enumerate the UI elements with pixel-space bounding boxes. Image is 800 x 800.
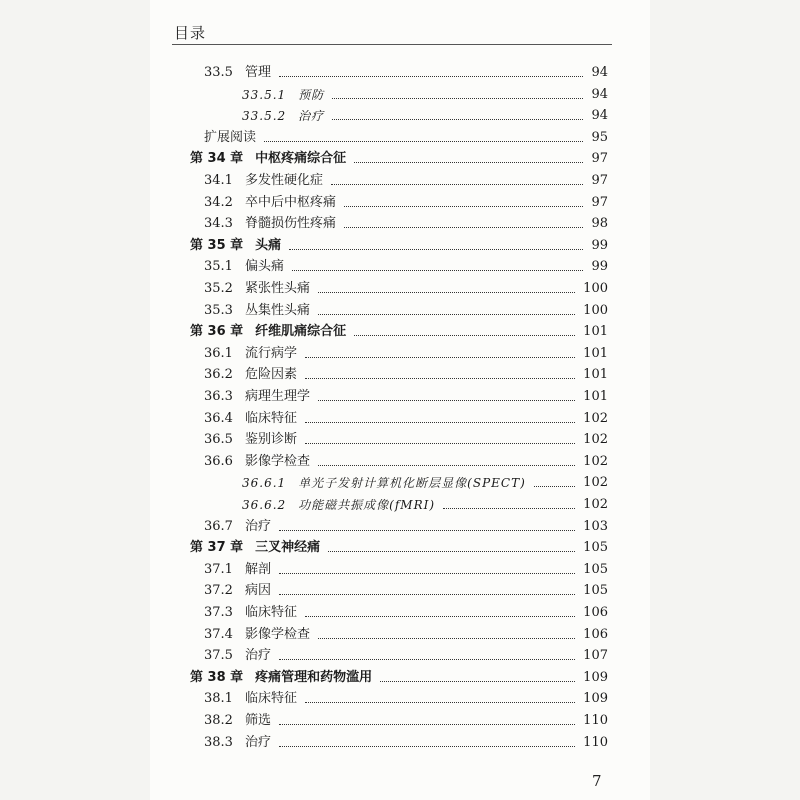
toc-entry-number: 36.7 (204, 518, 233, 534)
toc-page-number: 94 (591, 108, 608, 124)
header-divider (172, 44, 612, 45)
toc-dot-leader (279, 594, 575, 595)
toc-entry-row[interactable] (0, 364, 800, 386)
toc-entry-gap (243, 537, 255, 559)
toc-entry-number: 36.3 (204, 389, 233, 404)
toc-entry-label: 三叉神经痛 (255, 540, 321, 556)
toc-entry-row[interactable] (0, 429, 800, 451)
toc-entry-text (204, 364, 297, 386)
toc-entry-row[interactable] (0, 213, 800, 235)
toc-dot-leader (305, 357, 575, 358)
toc-entry-text (204, 408, 297, 430)
toc-dot-leader (318, 314, 575, 315)
toc-entry-label: 单光子发射计算机化断层显像(SPECT) (298, 476, 526, 491)
toc-page-number: 99 (591, 259, 608, 275)
toc-dot-leader (318, 292, 575, 293)
toc-chapter-row[interactable] (0, 235, 800, 257)
toc-dot-leader (279, 573, 575, 574)
toc-dot-leader (279, 530, 575, 531)
toc-dot-leader (328, 551, 575, 552)
toc-page-number: 94 (591, 86, 608, 102)
toc-entry-number: 33.5.2 (242, 109, 287, 124)
toc-dot-leader (534, 486, 575, 487)
toc-entry-gap (243, 148, 255, 170)
toc-page-number: 102 (583, 410, 608, 426)
toc-entry-number: 38.1 (204, 691, 233, 707)
toc-entry-text (204, 256, 284, 278)
toc-entry-text (242, 472, 526, 494)
toc-page-number: 109 (583, 669, 608, 685)
toc-entry-label: 临床特征 (244, 605, 297, 620)
toc-dot-leader (332, 98, 583, 99)
toc-entry-label: 病理生理学 (244, 389, 310, 404)
toc-chapter-row[interactable] (0, 667, 800, 689)
toc-entry-text (204, 688, 297, 710)
toc-entry-number: 36.1 (204, 345, 233, 361)
toc-page-number: 100 (583, 281, 608, 296)
toc-entry-label: 头痛 (255, 237, 282, 253)
toc-entry-label: 治疗 (244, 648, 271, 664)
toc-entry-label: 影像学检查 (244, 626, 310, 642)
toc-entry-row[interactable] (0, 451, 800, 473)
toc-entry-text (204, 386, 310, 408)
toc-page-number: 105 (583, 583, 608, 599)
toc-dot-leader (279, 746, 575, 747)
toc-entry-label: 扩展阅读 (204, 129, 257, 145)
toc-page-number: 99 (591, 237, 608, 253)
toc-entry-text (242, 84, 324, 106)
toc-dot-leader (292, 270, 583, 271)
toc-entry-label: 筛选 (244, 713, 271, 728)
toc-entry-number: 36.6.1 (242, 476, 287, 491)
toc-page-number: 109 (583, 691, 608, 707)
toc-entry-row[interactable] (0, 559, 800, 581)
toc-entry-number: 第 37 章 (190, 540, 244, 556)
toc-entry-gap (233, 710, 245, 732)
toc-entry-text (190, 321, 346, 343)
toc-entry-text (204, 429, 297, 451)
toc-page-number: 94 (591, 65, 608, 80)
toc-entry-text (190, 235, 281, 257)
page-number: 7 (592, 772, 602, 790)
toc-dot-leader (443, 508, 575, 509)
toc-entry-label: 紧张性头痛 (244, 281, 310, 296)
toc-page-number: 107 (583, 648, 608, 664)
toc-entry-number: 38.3 (204, 734, 233, 750)
toc-entry-gap (233, 62, 245, 84)
toc-entry-gap (233, 300, 245, 322)
toc-chapter-row[interactable] (0, 148, 800, 170)
toc-entry-number: 38.2 (204, 713, 233, 728)
toc-entry-row[interactable] (0, 127, 800, 149)
toc-dot-leader (279, 724, 575, 725)
toc-entry-number: 36.6.2 (242, 498, 287, 512)
toc-entry-gap (233, 192, 245, 214)
toc-entry-row[interactable] (0, 170, 800, 192)
toc-page-number: 102 (583, 497, 608, 512)
toc-entry-gap (233, 559, 245, 581)
toc-entry-label: 危险因素 (244, 367, 297, 383)
toc-entry-text (204, 710, 271, 732)
toc-entry-number: 37.4 (204, 626, 233, 642)
toc-entry-number: 第 36 章 (190, 324, 244, 340)
toc-entry-number: 34.1 (204, 173, 233, 188)
toc-dot-leader (318, 638, 575, 639)
toc-dot-leader (289, 249, 583, 250)
toc-page-number: 105 (583, 561, 608, 577)
toc-entry-gap (233, 624, 245, 646)
toc-entry-label: 功能磁共振成像(fMRI) (298, 498, 436, 512)
toc-entry-gap (233, 645, 245, 667)
toc-entry-number: 33.5.1 (242, 87, 287, 102)
toc-entry-text (204, 602, 297, 624)
toc-entry-text (204, 559, 271, 581)
toc-entry-row[interactable] (0, 710, 800, 732)
toc-dot-leader (318, 400, 575, 401)
toc-entry-text (204, 451, 310, 473)
toc-dot-leader (331, 184, 583, 185)
toc-dot-leader (305, 616, 575, 617)
toc-entry-row[interactable] (0, 580, 800, 602)
toc-entry-number: 33.5 (204, 65, 233, 80)
toc-entry-label: 治疗 (298, 109, 325, 124)
toc-entry-label: 临床特征 (244, 691, 297, 707)
toc-entry-gap (233, 516, 245, 538)
toc-entry-number: 36.4 (204, 410, 233, 426)
toc-entry-row[interactable] (0, 472, 800, 494)
toc-entry-text (190, 537, 320, 559)
toc-entry-gap (233, 364, 245, 386)
toc-entry-label: 多发性硬化症 (244, 173, 323, 188)
toc-dot-leader (305, 378, 575, 379)
toc-entry-label: 鉴别诊断 (244, 432, 297, 448)
toc-entry-label: 疼痛管理和药物滥用 (255, 669, 373, 685)
toc-page-number: 101 (583, 389, 608, 404)
toc-dot-leader (279, 659, 575, 660)
toc-entry-text (190, 667, 372, 689)
toc-entry-gap (233, 602, 245, 624)
toc-entry-gap (233, 429, 245, 451)
toc-entry-row[interactable] (0, 192, 800, 214)
toc-page-number: 105 (583, 540, 608, 556)
toc-dot-leader (354, 162, 583, 163)
toc-entry-gap (286, 84, 298, 106)
toc-entry-label: 治疗 (244, 734, 271, 750)
toc-entry-label: 卒中后中枢疼痛 (244, 194, 336, 210)
toc-entry-number: 37.1 (204, 561, 233, 577)
toc-entry-gap (243, 235, 255, 257)
toc-entry-gap (233, 408, 245, 430)
toc-entry-number: 37.2 (204, 583, 233, 599)
toc-entry-text (242, 105, 324, 127)
toc-page-number: 97 (591, 194, 608, 210)
toc-entry-gap (286, 472, 298, 494)
toc-entry-number: 34.3 (204, 216, 233, 232)
toc-entry-text (204, 62, 271, 84)
toc-entry-text (204, 213, 336, 235)
toc-entry-row[interactable] (0, 688, 800, 710)
toc-entry-text (204, 343, 297, 365)
toc-dot-leader (305, 443, 575, 444)
toc-entry-number: 35.2 (204, 281, 233, 296)
toc-entry-number: 35.1 (204, 259, 233, 275)
toc-entry-row[interactable] (0, 732, 800, 754)
toc-entry-gap (233, 256, 245, 278)
toc-dot-leader (264, 141, 583, 142)
toc-dot-leader (344, 206, 583, 207)
toc-page-number: 102 (583, 432, 608, 448)
toc-dot-leader (354, 335, 575, 336)
toc-entry-text (204, 127, 256, 149)
toc-entry-label: 纤维肌痛综合征 (255, 324, 347, 340)
toc-entry-row[interactable] (0, 408, 800, 430)
toc-entry-gap (233, 580, 245, 602)
toc-page-number: 101 (583, 367, 608, 383)
toc-entry-row[interactable] (0, 84, 800, 106)
toc-page-number: 102 (583, 453, 608, 469)
toc-entry-row[interactable] (0, 256, 800, 278)
toc-entry-gap (243, 321, 255, 343)
toc-entry-row[interactable] (0, 300, 800, 322)
toc-entry-row[interactable] (0, 494, 800, 516)
toc-entry-number: 第 38 章 (190, 669, 244, 685)
toc-entry-label: 管理 (244, 65, 271, 80)
toc-entry-label: 偏头痛 (244, 259, 284, 275)
toc-dot-leader (305, 702, 575, 703)
toc-entry-text (204, 645, 271, 667)
toc-entry-number: 第 35 章 (190, 237, 244, 253)
toc-entry-label: 脊髓损伤性疼痛 (244, 216, 336, 232)
toc-chapter-row[interactable] (0, 321, 800, 343)
toc-entry-text (204, 278, 310, 300)
toc-dot-leader (380, 681, 575, 682)
toc-entry-label: 临床特征 (244, 410, 297, 426)
toc-entry-row[interactable] (0, 645, 800, 667)
toc-entry-gap (233, 278, 245, 300)
toc-dot-leader (279, 76, 583, 77)
toc-page-number: 95 (591, 129, 608, 145)
toc-dot-leader (305, 422, 575, 423)
toc-entry-label: 治疗 (244, 518, 271, 534)
toc-entry-number: 35.3 (204, 302, 233, 318)
toc-entry-row[interactable] (0, 278, 800, 300)
toc-page-number: 98 (591, 216, 608, 232)
toc-page-number: 100 (583, 302, 608, 318)
toc-entry-row[interactable] (0, 105, 800, 127)
toc-entry-number: 36.5 (204, 432, 233, 448)
toc-entry-label: 解剖 (244, 561, 271, 577)
toc-entry-label: 丛集性头痛 (244, 302, 310, 318)
toc-page-number: 110 (583, 734, 608, 750)
toc-entry-number: 36.6 (204, 453, 233, 469)
toc-entry-gap (233, 213, 245, 235)
toc-entry-text (242, 494, 435, 516)
toc-page-number: 106 (583, 605, 608, 620)
toc-entry-number: 34.2 (204, 194, 233, 210)
toc-entry-text (204, 732, 271, 754)
toc-entry-label: 预防 (298, 87, 325, 102)
toc-entry-label: 病因 (244, 583, 271, 599)
toc-page-number: 97 (591, 173, 608, 188)
toc-page-number: 110 (583, 713, 608, 728)
toc-entry-gap (286, 494, 298, 516)
toc-entry-number: 37.3 (204, 605, 233, 620)
toc-page-number: 101 (583, 345, 608, 361)
toc-page-number: 106 (583, 626, 608, 642)
toc-entry-row[interactable] (0, 602, 800, 624)
toc-entry-text (204, 516, 271, 538)
toc-entry-gap (233, 386, 245, 408)
toc-entry-gap (233, 688, 245, 710)
toc-entry-text (204, 192, 336, 214)
toc-entry-gap (243, 667, 255, 689)
toc-entry-label: 中枢疼痛综合征 (255, 151, 347, 167)
toc-entry-text (204, 624, 310, 646)
toc-entry-row[interactable] (0, 343, 800, 365)
toc-entry-text (204, 580, 271, 602)
toc-entry-text (190, 148, 346, 170)
page-title: 目录 (174, 24, 207, 42)
toc-entry-label: 影像学检查 (244, 453, 310, 469)
toc-entry-text (204, 300, 310, 322)
toc-dot-leader (318, 465, 575, 466)
toc-page-number: 101 (583, 324, 608, 340)
toc-entry-gap (233, 170, 245, 192)
toc-entry-number: 37.5 (204, 648, 233, 664)
toc-page-number: 103 (583, 518, 608, 534)
toc-entry-number: 36.2 (204, 367, 233, 383)
toc-entry-label: 流行病学 (244, 345, 297, 361)
toc-entry-row[interactable] (0, 62, 800, 84)
toc-page-number: 102 (583, 475, 608, 491)
toc-entry-row[interactable] (0, 386, 800, 408)
toc-entry-gap (233, 343, 245, 365)
toc-entry-row[interactable] (0, 624, 800, 646)
toc-dot-leader (332, 119, 583, 120)
toc-entry-gap (286, 105, 298, 127)
toc-entry-text (204, 170, 323, 192)
toc-entry-gap (233, 451, 245, 473)
toc-entry-gap (233, 732, 245, 754)
toc-chapter-row[interactable] (0, 537, 800, 559)
toc-page-number: 97 (591, 151, 608, 167)
toc-entry-number: 第 34 章 (190, 151, 244, 167)
toc-entry-row[interactable] (0, 516, 800, 538)
toc-dot-leader (344, 227, 583, 228)
